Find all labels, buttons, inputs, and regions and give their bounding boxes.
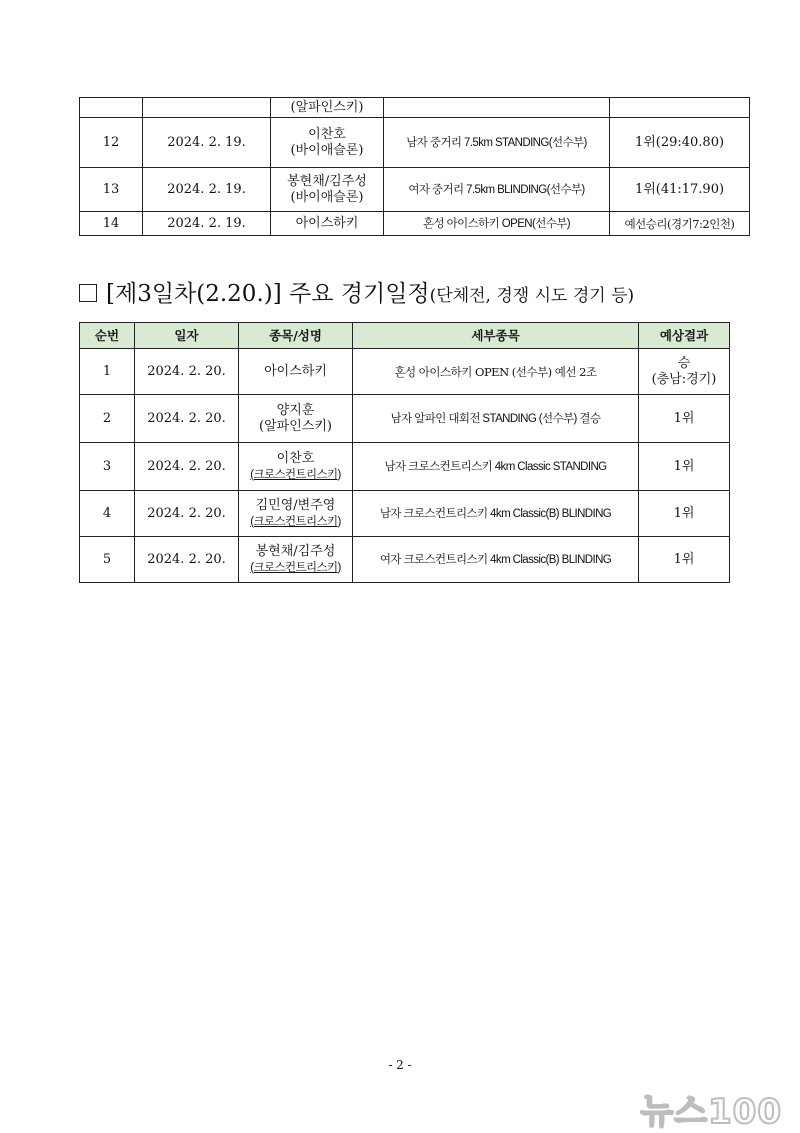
cell-result: 1위 <box>639 443 730 491</box>
sport-name: (크로스컨트리스키) <box>250 515 341 528</box>
cell-result: 승 (충남:경기) <box>639 349 730 395</box>
cell-name <box>239 491 353 537</box>
cell-event: 여자 중거리 7.5km BLINDING(선수부) <box>384 168 610 212</box>
cell-date: 2024. 2. 20. <box>135 443 239 491</box>
athlete-name: 김민영/변주영 <box>255 497 336 513</box>
cell-event: 여자 크로스컨트리스키 4km Classic(B) BLINDING <box>353 537 639 583</box>
news-logo-watermark: 뉴스100 <box>640 1092 782 1132</box>
athlete-name: 봉현채/김주성 <box>255 543 336 559</box>
cell-result: 예선승리(경기7:2인천) <box>610 212 750 236</box>
cell-date: 2024. 2. 20. <box>135 537 239 583</box>
cell-name: (알파인스키) <box>271 98 384 118</box>
header-event: 세부종목 <box>353 323 639 349</box>
cell-result: 1위(41:17.90) <box>610 168 750 212</box>
table-row <box>80 443 730 491</box>
checkbox-square-icon <box>79 284 97 302</box>
cell-no: 4 <box>80 491 135 537</box>
cell-no: 14 <box>80 212 143 236</box>
table-row <box>80 118 750 168</box>
cell-name: 봉현채/김주성 (바이애슬론) <box>271 168 384 212</box>
cell-result: 1위 <box>639 395 730 443</box>
cell-no: 5 <box>80 537 135 583</box>
schedule-table-day2 <box>79 97 750 236</box>
cell-date: 2024. 2. 20. <box>135 395 239 443</box>
table-row <box>80 98 750 118</box>
page-number: - 2 - <box>388 1058 412 1072</box>
table-row <box>80 537 730 583</box>
cell-result <box>610 98 750 118</box>
cell-result: 1위 <box>639 491 730 537</box>
section-heading <box>79 275 634 308</box>
cell-no: 13 <box>80 168 143 212</box>
table-row <box>80 491 730 537</box>
sport-name: (크로스컨트리스키) <box>250 468 341 481</box>
cell-name <box>239 537 353 583</box>
cell-event: 남자 중거리 7.5km STANDING(선수부) <box>384 118 610 168</box>
cell-event: 남자 크로스컨트리스키 4km Classic(B) BLINDING <box>353 491 639 537</box>
cell-name <box>239 395 353 443</box>
header-date: 일자 <box>135 323 239 349</box>
cell-no: 12 <box>80 118 143 168</box>
cell-event: 남자 크로스컨트리스키 4km Classic STANDING <box>353 443 639 491</box>
athlete-name: 이찬호 <box>276 450 315 466</box>
cell-date: 2024. 2. 20. <box>135 491 239 537</box>
cell-no <box>80 98 143 118</box>
cell-event: 혼성 아이스하키 OPEN (선수부) 예선 2조 <box>353 349 639 395</box>
cell-date <box>143 98 271 118</box>
cell-result: 1위 <box>639 537 730 583</box>
cell-name <box>239 443 353 491</box>
header-name: 종목/성명 <box>239 323 353 349</box>
cell-date: 2024. 2. 20. <box>135 349 239 395</box>
section-title: [제3일차(2.20.)] 주요 경기일정 <box>106 281 430 307</box>
cell-name: 아이스하키 <box>239 349 353 395</box>
cell-event: 혼성 아이스하키 OPEN(선수부) <box>384 212 610 236</box>
schedule-table-day3 <box>79 322 730 583</box>
section-note: (단체전, 경쟁 시도 경기 등) <box>429 286 635 306</box>
table-row <box>80 168 750 212</box>
athlete-name: 양지훈 <box>276 402 315 418</box>
cell-no: 1 <box>80 349 135 395</box>
cell-date: 2024. 2. 19. <box>143 168 271 212</box>
table-header-row <box>80 323 730 349</box>
cell-name: 아이스하키 <box>271 212 384 236</box>
table-row <box>80 349 730 395</box>
cell-event: 남자 알파인 대회전 STANDING (선수부) 결승 <box>353 395 639 443</box>
cell-date: 2024. 2. 19. <box>143 212 271 236</box>
header-no: 순번 <box>80 323 135 349</box>
table-row <box>80 212 750 236</box>
cell-no: 2 <box>80 395 135 443</box>
cell-result: 1위(29:40.80) <box>610 118 750 168</box>
cell-date: 2024. 2. 19. <box>143 118 271 168</box>
cell-event <box>384 98 610 118</box>
sport-name: (크로스컨트리스키) <box>250 561 341 574</box>
header-result: 예상결과 <box>639 323 730 349</box>
cell-name: 이찬호 (바이애슬론) <box>271 118 384 168</box>
sport-name: (알파인스키) <box>259 418 332 434</box>
cell-no: 3 <box>80 443 135 491</box>
table-row <box>80 395 730 443</box>
